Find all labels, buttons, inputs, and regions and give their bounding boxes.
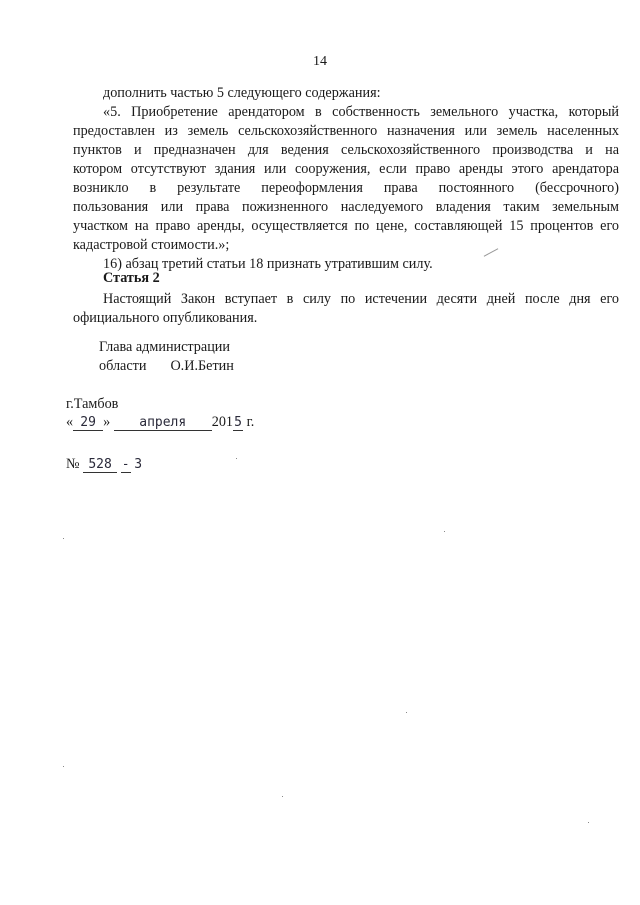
- scan-speck: [406, 712, 407, 713]
- scan-speck: [63, 766, 64, 767]
- date-line: [66, 414, 254, 431]
- article-2-body: [73, 290, 619, 328]
- amendment-line: пользования или права пожизненного наследуемого владения таким земельным: [73, 199, 619, 215]
- amendment-line: «5. Приобретение арендатором в собственность земельного участка, который: [103, 104, 619, 120]
- signature-block: [99, 338, 234, 376]
- amendment-line: участком на право аренды, осуществляется по цене, составляющей 15 процентов его: [73, 218, 619, 234]
- amendment-section: [73, 84, 619, 274]
- article-2-heading: Статья 2: [103, 270, 160, 286]
- page-number: 14: [313, 54, 327, 69]
- scan-speck: [282, 796, 283, 797]
- date-open-quote: «: [66, 414, 74, 430]
- date-year-prefix: 201: [211, 414, 234, 430]
- city: г.Тамбов: [66, 396, 119, 412]
- registration-number: [66, 456, 142, 473]
- amendment-line: предоставлен из земель сельскохозяйственного назначения или земель населенных: [73, 123, 619, 139]
- item-16: 16) абзац третий статьи 18 признать утратившим силу.: [103, 256, 433, 272]
- scan-speck: [444, 531, 445, 532]
- registration-dash: -: [121, 457, 130, 472]
- article-2-line: Настоящий Закон вступает в силу по истечении десяти дней после дня его: [103, 291, 619, 307]
- signatory-name: О.И.Бетин: [170, 358, 234, 374]
- amendment-intro: дополнить частью 5 следующего содержания:: [103, 85, 381, 101]
- signature-title: Глава администрации: [99, 339, 230, 355]
- signature-region: области: [99, 358, 147, 374]
- scan-speck: [588, 822, 589, 823]
- date-year-digit: 5: [234, 415, 242, 430]
- registration-suffix: 3: [134, 457, 143, 472]
- date-close-quote: »: [103, 414, 111, 430]
- amendment-line: котором отсутствуют здания или сооружения, если право аренды этого арендатора: [73, 161, 619, 177]
- date-month: апреля: [114, 415, 212, 431]
- date-day: 29: [73, 415, 103, 431]
- registration-main: 528: [83, 457, 117, 473]
- signature-region-line: [99, 357, 234, 376]
- article-2-line: официального опубликования.: [73, 310, 258, 326]
- amendment-line: возникло в результате переоформления права постоянного (бессрочного): [73, 180, 619, 196]
- amendment-line: кадастровой стоимости.»;: [73, 237, 230, 253]
- number-sign: №: [66, 456, 80, 472]
- scan-speck: [63, 538, 64, 539]
- date-year-suffix: г.: [243, 414, 255, 430]
- amendment-line: пунктов и предназначен для ведения сельскохозяйственного производства и на: [73, 142, 619, 158]
- scan-speck: [236, 458, 237, 459]
